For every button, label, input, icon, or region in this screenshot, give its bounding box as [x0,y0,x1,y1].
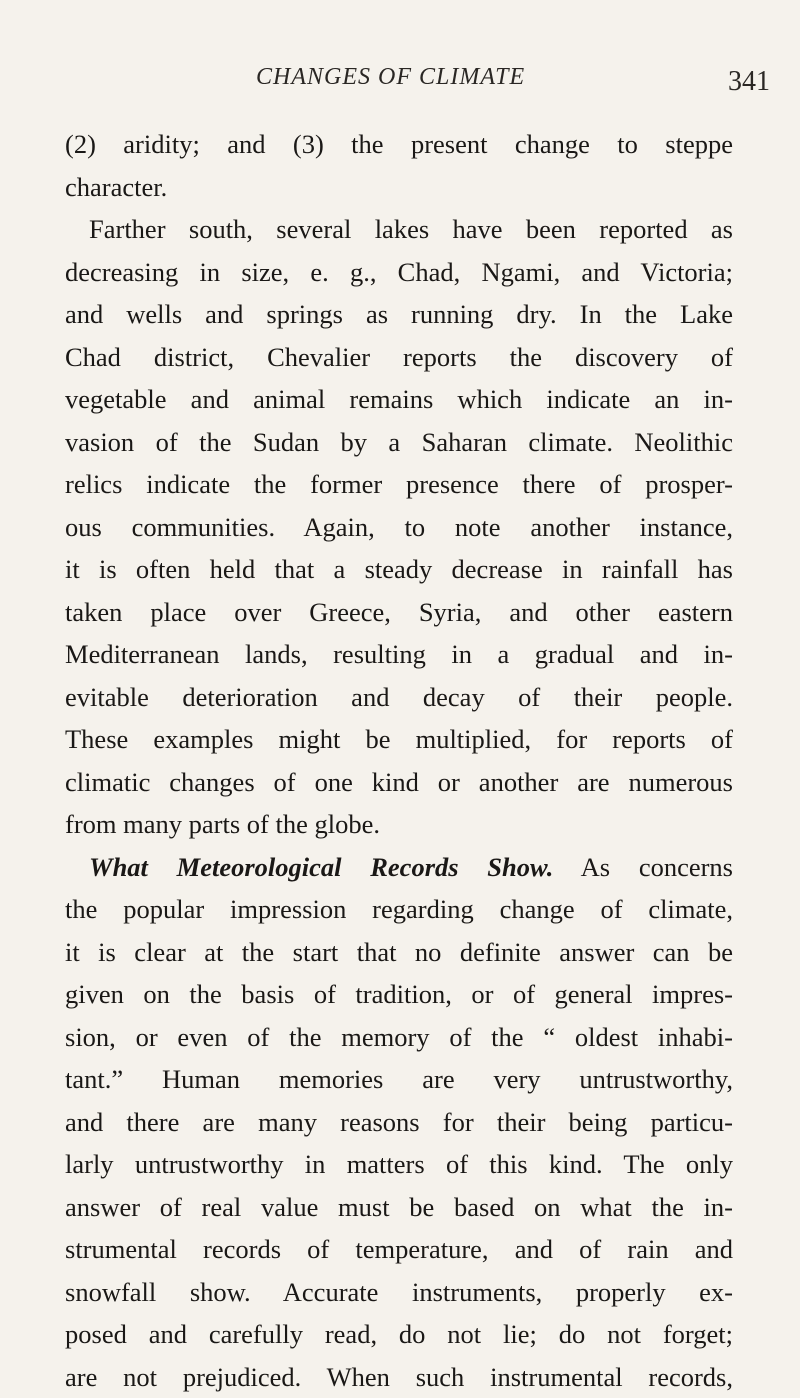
running-head [0,64,800,104]
text-line: given on the basis of tradition, or of general impres- [65,973,733,1016]
text-line: character. [65,166,733,209]
body-text [65,123,733,1398]
text-line: (2) aridity; and (3) the present change to steppe [65,123,733,166]
text-line: it is clear at the start that no definite answer can be [65,931,733,974]
text-line: from many parts of the globe. [65,803,733,846]
text-line: larly untrustworthy in matters of this kind. The only [65,1143,733,1186]
text-line: taken place over Greece, Syria, and other eastern [65,591,733,634]
text-line: snowfall show. Accurate instruments, properly ex- [65,1271,733,1314]
section-heading: What Meteorological Records Show. [89,852,553,882]
text-line: answer of real value must be based on what the in- [65,1186,733,1229]
text-line: and there are many reasons for their being particu- [65,1101,733,1144]
page-number: 341 [728,66,770,98]
section-first-line-text: As concerns [581,852,733,882]
text-line: vasion of the Sudan by a Saharan climate. Neolithic [65,421,733,464]
text-line: and wells and springs as running dry. In the Lake [65,293,733,336]
text-line: ous communities. Again, to note another instance, [65,506,733,549]
text-line: Chad district, Chevalier reports the discovery of [65,336,733,379]
text-line: tant.” Human memories are very untrustworthy, [65,1058,733,1101]
text-line: the popular impression regarding change of climate, [65,888,733,931]
running-title: CHANGES OF CLIMATE [256,64,525,91]
text-line: Mediterranean lands, resulting in a gradual and in- [65,633,733,676]
text-line: sion, or even of the memory of the “ oldest inhabi- [65,1016,733,1059]
text-line: These examples might be multiplied, for reports of [65,718,733,761]
text-line: are not prejudiced. When such instrumental records, [65,1356,733,1398]
text-line: strumental records of temperature, and of rain and [65,1228,733,1271]
text-line: relics indicate the former presence there of prosper- [65,463,733,506]
text-line: it is often held that a steady decrease in rainfall has [65,548,733,591]
text-line: climatic changes of one kind or another are numerous [65,761,733,804]
text-line: decreasing in size, e. g., Chad, Ngami, and Victoria; [65,251,733,294]
section-first-line [65,846,733,889]
text-line: posed and carefully read, do not lie; do not forget; [65,1313,733,1356]
text-line: vegetable and animal remains which indicate an in- [65,378,733,421]
text-line: evitable deterioration and decay of their people. [65,676,733,719]
text-line: Farther south, several lakes have been reported as [65,208,733,251]
